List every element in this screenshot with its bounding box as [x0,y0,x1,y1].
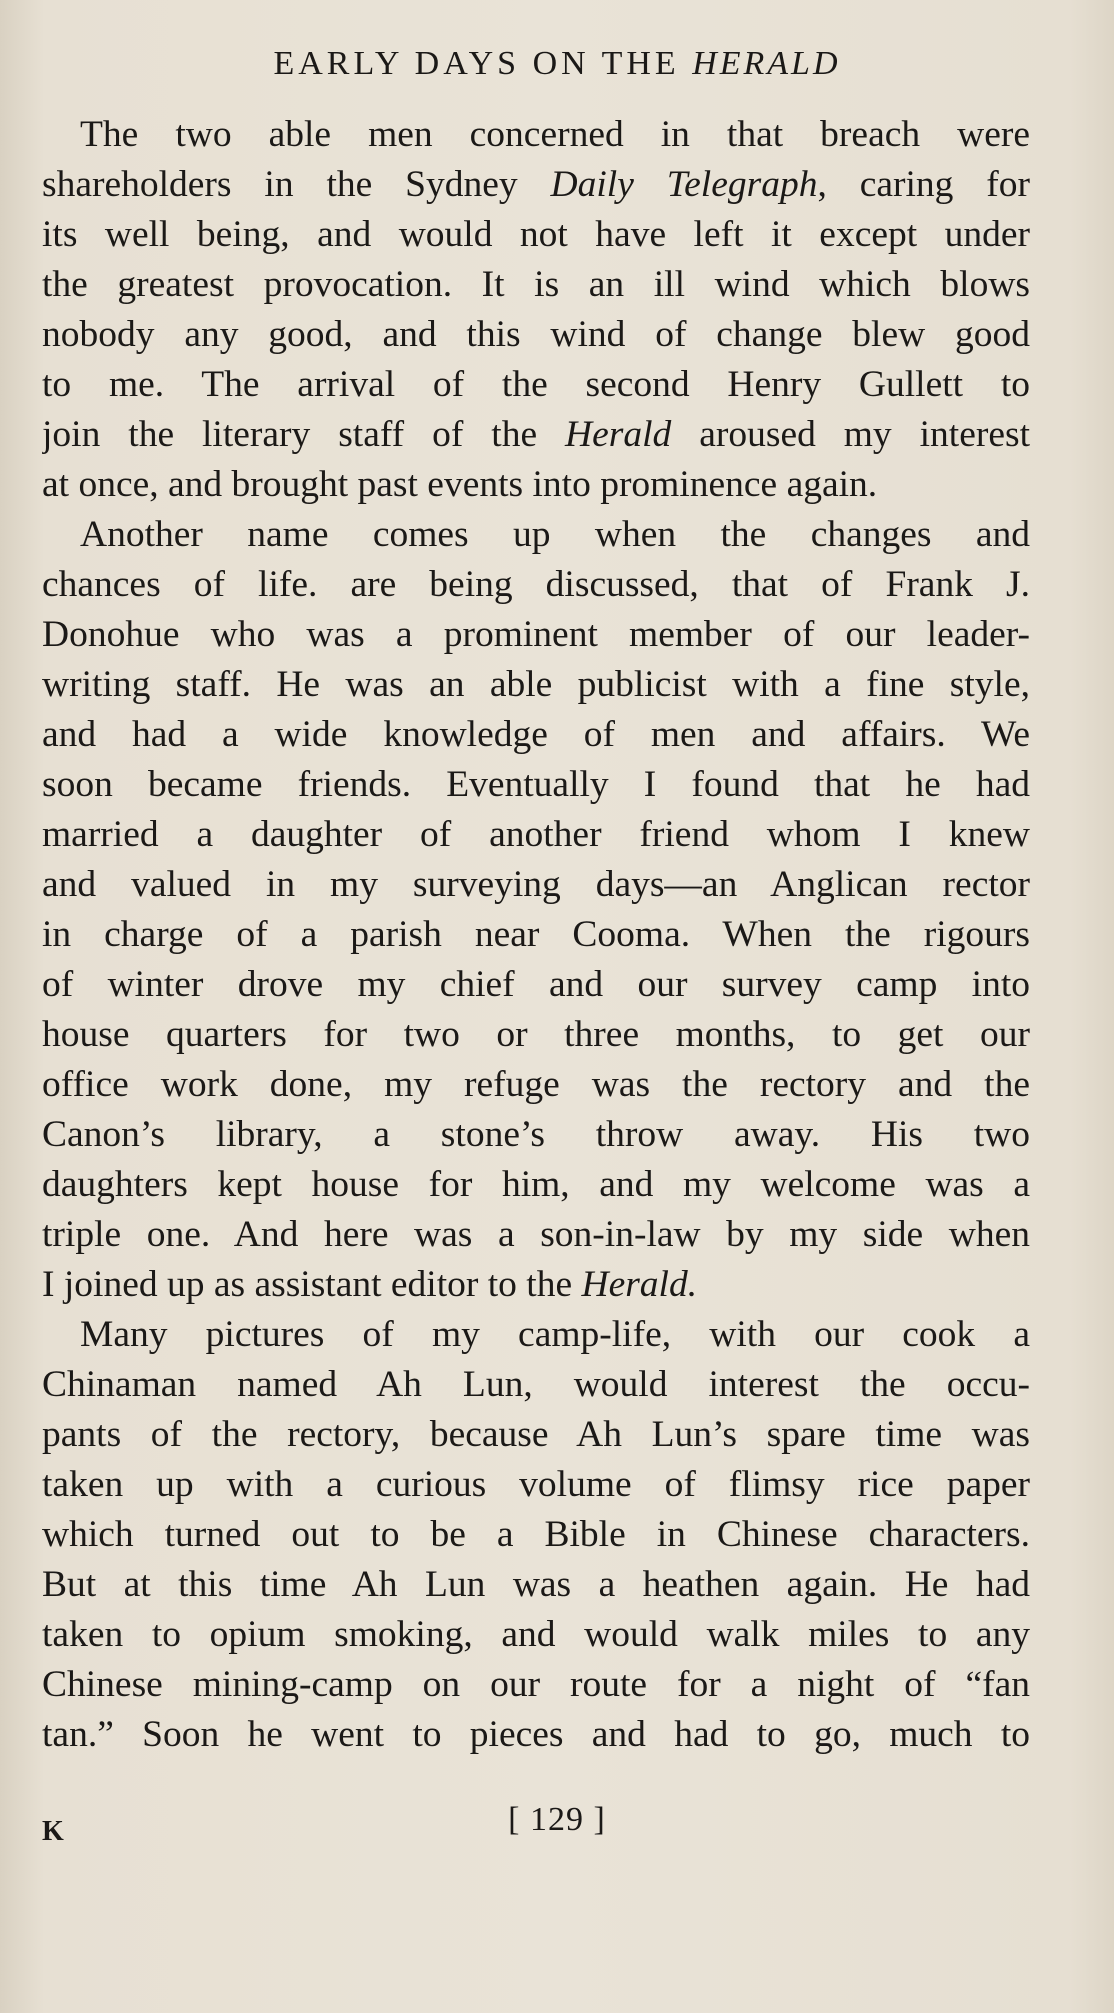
italic-text: Daily Telegraph [550,164,818,205]
text-run: office work done, my refuge was the rectory and the [42,1064,1030,1105]
text-line [42,960,1030,1010]
text-line [42,1510,1030,1560]
text-run: Many pictures of my camp-life, with our cook a [80,1314,1030,1355]
text-run: which turned out to be a Bible in Chinese characters. [42,1514,1030,1555]
text-line [42,1360,1030,1410]
text-line [42,1660,1030,1710]
text-run: house quarters for two or three months, to get our [42,1014,1030,1055]
text-line [42,1560,1030,1610]
text-run: taken up with a curious volume of flimsy rice paper [42,1464,1030,1505]
text-line [42,410,1030,460]
text-line [42,560,1030,610]
text-run: , caring for [817,164,1030,205]
text-line [42,360,1030,410]
text-line [42,610,1030,660]
text-run: its well being, and would not have left it except under [42,214,1030,255]
running-head-text: EARLY DAYS ON THE [273,45,693,82]
running-head-italic: HERALD [692,45,841,82]
text-run: taken to opium smoking, and would walk miles to any [42,1614,1030,1655]
text-line [42,1010,1030,1060]
text-line [42,210,1030,260]
text-run: But at this time Ah Lun was a heathen again. He had [42,1564,1030,1605]
text-line [42,860,1030,910]
text-line [42,110,1030,160]
text-line [42,160,1030,210]
body-text [42,110,1030,1760]
text-run: nobody any good, and this wind of change blew good [42,314,1030,355]
text-line [42,1210,1030,1260]
text-line [42,510,1030,560]
text-run: daughters kept house for him, and my welcome was a [42,1164,1030,1205]
text-line [42,660,1030,710]
text-run: Another name comes up when the changes and [80,514,1030,555]
text-line [42,460,1030,510]
text-run: join the literary staff of the [42,414,566,455]
text-run: I joined up as assistant editor to the [42,1264,582,1305]
text-line [42,1460,1030,1510]
text-run: Canon’s library, a stone’s throw away. His two [42,1114,1030,1155]
italic-text: Herald [565,414,672,455]
text-line [42,910,1030,960]
text-line [42,760,1030,810]
text-run: married a daughter of another friend whom I knew [42,814,1030,855]
text-run: and had a wide knowledge of men and affairs. We [42,714,1030,755]
text-line [42,310,1030,360]
text-line [42,260,1030,310]
text-line [42,1710,1030,1760]
text-run: pants of the rectory, because Ah Lun’s spare time was [42,1414,1030,1455]
text-run: soon became friends. Eventually I found that he had [42,764,1030,805]
text-run: Chinaman named Ah Lun, would interest the occu- [42,1364,1030,1405]
text-line [42,1310,1030,1360]
text-run: in charge of a parish near Cooma. When the rigours [42,914,1030,955]
page-number: [ 129 ] [508,1801,606,1838]
text-run: to me. The arrival of the second Henry Gullett to [42,364,1030,405]
text-run: Donohue who was a prominent member of our leader- [42,614,1030,655]
text-run: shareholders in the Sydney [42,164,551,205]
text-run: Chinese mining-camp on our route for a night of “fan [42,1664,1030,1705]
signature-mark: K [42,1816,64,1847]
text-run: triple one. And here was a son-in-law by my side when [42,1214,1030,1255]
text-run: tan.” Soon he went to pieces and had to go, much to [42,1714,1030,1755]
text-run: and valued in my surveying days—an Anglican rector [42,864,1030,905]
text-line [42,710,1030,760]
italic-text: Herald. [581,1264,698,1305]
text-run: The two able men concerned in that breach were [80,114,1030,155]
text-run: at once, and brought past events into prominence again. [42,464,878,505]
text-run: of winter drove my chief and our survey camp into [42,964,1030,1005]
text-line [42,1610,1030,1660]
text-run: aroused my interest [671,414,1030,455]
text-run: writing staff. He was an able publicist with a fine style, [42,664,1030,705]
text-line [42,1260,1030,1310]
running-head [0,40,1114,88]
text-line [42,1410,1030,1460]
text-line [42,1060,1030,1110]
text-line [42,1110,1030,1160]
text-line [42,810,1030,860]
text-run: the greatest provocation. It is an ill wind which blows [42,264,1030,305]
text-line [42,1160,1030,1210]
text-run: chances of life. are being discussed, that of Frank J. [42,564,1030,605]
